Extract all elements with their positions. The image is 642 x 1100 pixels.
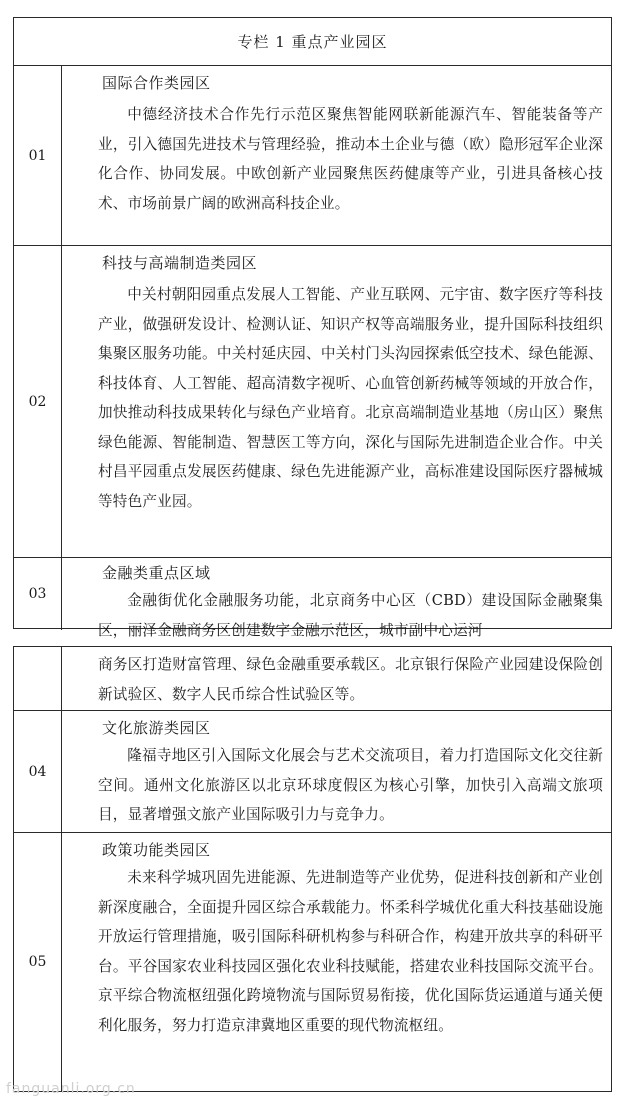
row-title: 金融类重点区域 <box>102 564 211 582</box>
row-text: 未来科学城巩固先进能源、先进制造等产业优势，促进科技创新和产业创新深度融合，全面提升园区综合承载能力。怀柔科学城优化重大科技基础设施开放运行管理措施，吸引国际科研机构参与科研合作，构建开放共享的科研平台。平谷国家农业科技园区强化农业科技赋能，搭建农业科技国际交流平台。京平综合物流枢纽强化跨境物流与国际贸易衔接，优化国际货运通道与通关便利化服务，努力打造京津冀地区重要的现代物流枢纽。 <box>98 869 603 1034</box>
row-text: 金融街优化金融服务功能，北京商务中心区（CBD）建设国际金融聚集区，丽泽金融商务区创建数字金融示范区，城市副中心运河 <box>98 592 603 639</box>
row-title: 文化旅游类园区 <box>102 719 211 737</box>
row-number: 05 <box>14 833 62 1091</box>
row-title: 政策功能类园区 <box>102 841 211 859</box>
table-row <box>14 65 611 245</box>
watermark: fanguanli.org.cn <box>6 1081 136 1097</box>
row-number: 03 <box>14 558 62 630</box>
row-number: 01 <box>14 66 62 245</box>
table-row <box>14 245 611 557</box>
row-text-continued: 商务区打造财富管理、绿色金融重要承载区。北京银行保险产业园建设保险创新试验区、数字人民币综合性试验区等。 <box>98 656 603 703</box>
table-row <box>14 710 611 832</box>
table-part-1 <box>13 17 612 639</box>
table-row <box>14 832 611 1091</box>
row-title: 科技与高端制造类园区 <box>102 254 258 272</box>
row-title: 国际合作类园区 <box>102 74 211 92</box>
table-header: 专栏 1 重点产业园区 <box>237 33 388 51</box>
table-part-2 <box>13 646 612 1092</box>
row-text: 中关村朝阳园重点发展人工智能、产业互联网、元宇宙、数字医疗等科技产业，做强研发设计、检测认证、知识产权等高端服务业，提升国际科技组织集聚区服务功能。中关村延庆园、中关村门头沟园探索低空技术、绿色能源、科技体育、人工智能、超高清数字视听、心血管创新药械等领域的开放合作，加快推动科技成果转化与绿色产业培育。北京高端制造业基地（房山区）聚焦绿色能源、智能制造、智慧医工等方向，深化与国际先进制造企业合作。中关村昌平园重点发展医药健康、绿色先进能源产业，高标准建设国际医疗器械城等特色产业园。 <box>98 286 603 510</box>
row-number: 02 <box>14 246 62 557</box>
table-row <box>14 557 611 639</box>
row-text: 隆福寺地区引入国际文化展会与艺术交流项目，着力打造国际文化交往新空间。通州文化旅游区以北京环球度假区为核心引擎，加快引入高端文旅项目，显著增强文旅产业国际吸引力与竞争力。 <box>98 747 603 823</box>
row-number: 04 <box>14 711 62 832</box>
row-text: 中德经济技术合作先行示范区聚焦智能网联新能源汽车、智能装备等产业，引入德国先进技术与管理经验，推动本土企业与德（欧）隐形冠军企业深化合作、协同发展。中欧创新产业园聚焦医药健康等产业，引进具备核心技术、市场前景广阔的欧洲高科技企业。 <box>98 106 603 212</box>
table-row-continued <box>14 647 611 710</box>
